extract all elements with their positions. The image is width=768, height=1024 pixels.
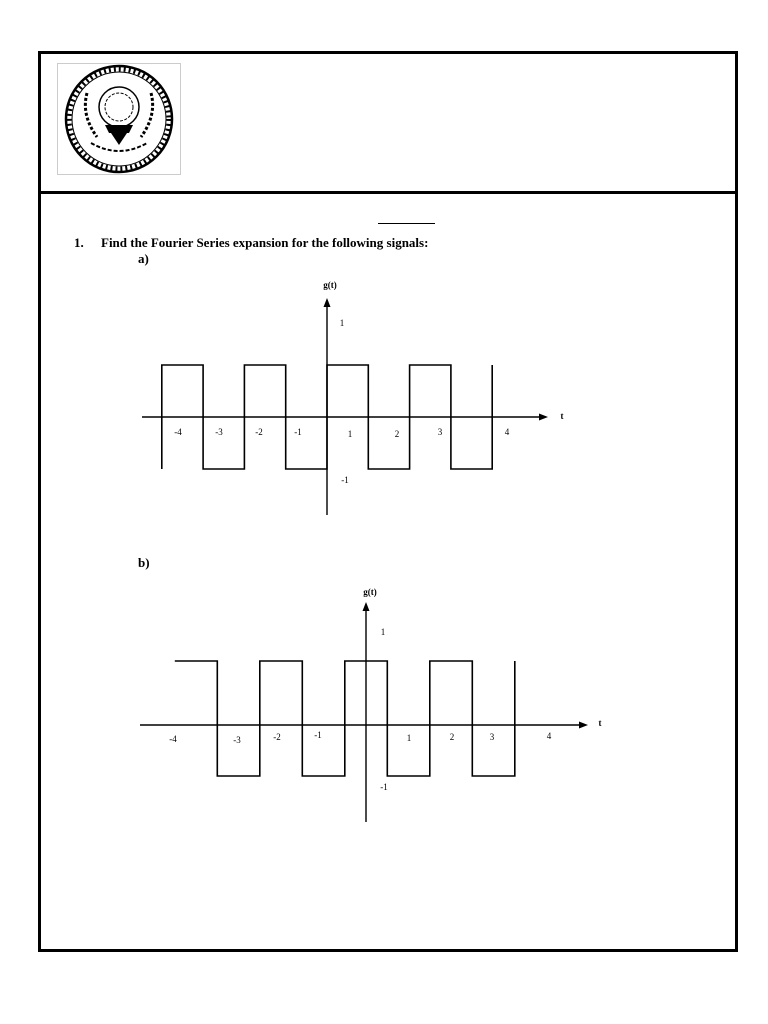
x-tick-label: -1	[314, 730, 322, 740]
y-tick-label: -1	[380, 782, 388, 792]
y-tick-label: 1	[339, 318, 345, 328]
y-axis-label: g(t)	[323, 280, 337, 290]
x-axis-arrow	[579, 722, 588, 729]
x-tick-label: 3	[489, 732, 495, 742]
x-tick-label: -2	[273, 732, 281, 742]
x-tick-label: 2	[394, 429, 400, 439]
x-axis-label: t	[560, 411, 564, 421]
y-tick-label: 1	[380, 627, 386, 637]
x-tick-label: -3	[233, 735, 241, 745]
x-tick-label: 1	[406, 733, 412, 743]
y-axis-label: g(t)	[363, 587, 377, 597]
x-tick-label: -2	[255, 427, 263, 437]
x-tick-label: -1	[294, 427, 302, 437]
question-number: 1.	[74, 235, 84, 250]
y-tick-label: -1	[341, 475, 349, 485]
x-tick-label: -4	[169, 734, 177, 744]
x-tick-label: 3	[437, 427, 443, 437]
x-tick-label: 4	[504, 427, 510, 437]
y-axis-arrow	[363, 602, 370, 611]
x-tick-label: 4	[546, 731, 552, 741]
signal-waveform	[175, 661, 515, 776]
x-axis-label: t	[598, 718, 602, 728]
part-a-label: a)	[138, 251, 149, 266]
x-tick-label: -3	[215, 427, 223, 437]
x-tick-label: 2	[449, 732, 455, 742]
x-tick-label: -4	[174, 427, 182, 437]
question-text: Find the Fourier Series expansion for the following signals:	[101, 235, 429, 250]
x-tick-label: 1	[347, 429, 353, 439]
part-b-label: b)	[138, 555, 150, 570]
